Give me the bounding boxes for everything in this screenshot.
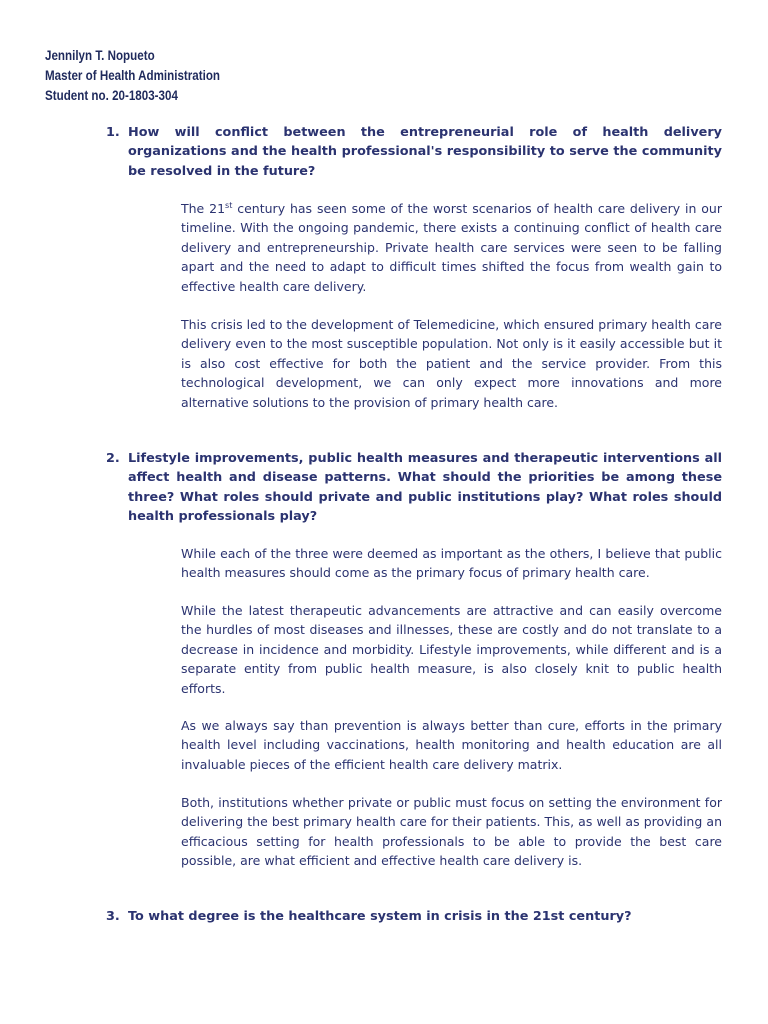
answer-paragraph xyxy=(181,199,722,296)
author-header xyxy=(45,46,220,106)
author-name: Jennilyn T. Nopueto xyxy=(45,48,155,63)
question-text: How will conflict between the entrepreneurial role of health delivery organizations and the health professional's responsibility to serve the community be resolved in the future? xyxy=(128,125,722,179)
student-number: Student no. 20-1803-304 xyxy=(45,88,178,103)
question-number: 1. xyxy=(106,125,120,140)
answer-text: The 21 xyxy=(181,201,226,216)
question-text: To what degree is the healthcare system in crisis in the 21st century? xyxy=(128,909,632,924)
question-3 xyxy=(100,907,722,926)
answer-paragraph: While each of the three were deemed as important as the others, I believe that public health measures should come as the primary focus of primary health care. xyxy=(181,546,722,581)
answer-paragraph: As we always say than prevention is always better than cure, efforts in the primary health level including vaccinations, health monitoring and health education are all invaluable pieces of the efficient health care delivery matrix. xyxy=(181,718,722,772)
answer-paragraph: While the latest therapeutic advancements are attractive and can easily overcome the hurdles of most diseases and illnesses, these are costly and do not translate to a decrease in incidence and morbidity. Lifestyle improvements, while different and is a separate entity from public health measure, is also closely knit to public health efforts. xyxy=(181,603,722,696)
superscript: st xyxy=(225,200,233,210)
question-text: Lifestyle improvements, public health measures and therapeutic interventions all affect health and disease patterns. What should the priorities be among these three? What roles should private and public institutions play? What roles should health professionals play? xyxy=(128,451,722,525)
degree-program: Master of Health Administration xyxy=(45,68,221,83)
question-2 xyxy=(100,449,722,527)
answer-paragraph: This crisis led to the development of Telemedicine, which ensured primary health care delivery even to the most susceptible population. Not only is it easily accessible but it is also cost effective for both the patient and the service provider. From this technological development, we can only expect more innovations and more alternative solutions to the provision of primary health care. xyxy=(181,317,722,410)
question-1 xyxy=(100,123,722,181)
question-number: 2. xyxy=(106,451,120,466)
question-number: 3. xyxy=(106,909,120,924)
answer-paragraph: Both, institutions whether private or public must focus on setting the environment for delivering the best primary health care for their patients. This, as well as providing an efficacious setting for health professionals to be able to provide the best care possible, are what efficient and effective health care delivery is. xyxy=(181,795,722,869)
answer-text: century has seen some of the worst scenarios of health care delivery in our timeline. With the ongoing pandemic, there exists a continuing conflict of health care delivery and entrepreneurship. Private health care services were seen to be falling apart and the need to adapt to difficult times shifted the focus from wealth gain to effective health care delivery. xyxy=(181,201,722,294)
